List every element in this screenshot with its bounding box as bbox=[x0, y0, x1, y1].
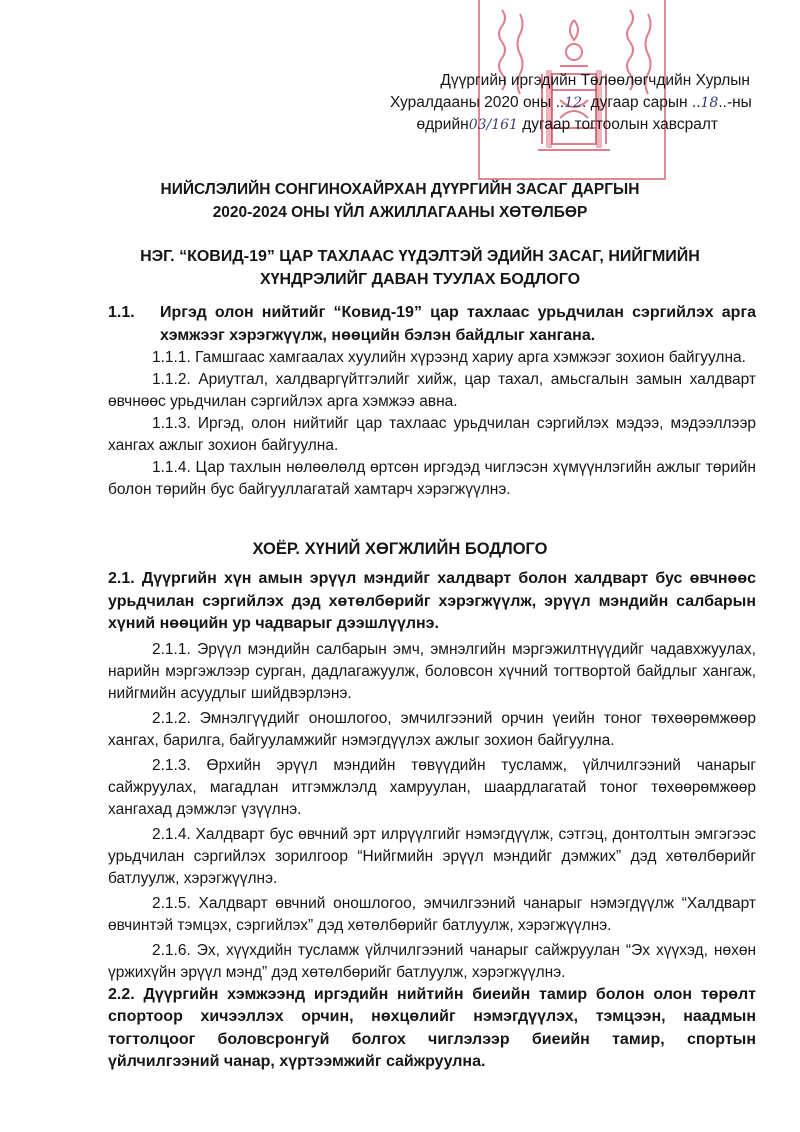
item-2-1-4: 2.1.4. Халдварт бус өвчний эрт илрүүлгийг нэмэгдүүлж, сэтгэц, донтолтын эмгэгээс урьдчилан сэргийлэх зорилгоор “Нийгмийн эрүүл мэндийг дэмжих” дэд хөтөлбөрийг батлуулж, хэрэгжүүлнэ. bbox=[108, 825, 756, 887]
heading-2-2: 2.2. Дүүргийн хэмжээнд иргэдийн нийтийн биеийн тамир болон олон төрөлт спортоор хичээллэх орчин, нөхцөлийг нэмэгдүүлэх, тэмцээн, наадмын тогтолцоог боловсронгуй болгох чиглэлээр биеийн тамир, спортын үйлчилгээний чанар, хүртээмжийг сайжруулна. bbox=[108, 985, 756, 1070]
approval-note-line-1: Дүүргийн иргэдийн Төлөөлөгчдийн Хурлын bbox=[440, 72, 750, 89]
note-text: . дугаар сарын .. bbox=[582, 94, 701, 111]
section-2-body bbox=[108, 568, 756, 1074]
heading-1-1-text: Иргэд олон нийтийг “Ковид-19” цар тахлаас урьдчилан сэргийлэх арга хэмжээг хэрэгжүүлж, нөөцийн бэлэн байдлыг хангана. bbox=[160, 304, 756, 344]
note-text: өдрийн bbox=[416, 116, 469, 133]
item-1-1-4: 1.1.4. Цар тахлын нөлөөлөлд өртсөн иргэдэд чиглэсэн хүмүүнлэгийн ажлыг төрийн болон төрийн бус байгууллагатай хамтарч хэрэгжүүлнэ. bbox=[108, 459, 756, 498]
item-2-1-5: 2.1.5. Халдварт өвчний оношлогоо, эмчилгээний чанарыг нэмэгдүүлж “Халдварт өвчинтэй тэмцэх, сэргийлэх” дэд хөтөлбөрийг батлуулж, хэрэгжүүлнэ. bbox=[108, 894, 756, 934]
section-1-title bbox=[120, 245, 720, 291]
section-1-title-line-1: НЭГ. “КОВИД-19” ЦАР ТАХЛААС ҮҮДЭЛТЭЙ ЭДИЙН ЗАСАГ, НИЙГМИЙН bbox=[140, 248, 700, 265]
handwritten-number: 03/161 bbox=[468, 117, 518, 133]
item-2-1-1: 2.1.1. Эрүүл мэндийн салбарын эмч, эмнэлгийн мэргэжилтнүүдийг чадавхжуулах, нарийн мэргэжлээр сурган, дадлагажуулж, боловсон хүчний тогтвортой байдлыг хангаж, нийгмийн асуудлыг шийдвэрлэнэ. bbox=[108, 640, 756, 702]
title-line-1: НИЙСЛЭЛИЙН СОНГИНОХАЙРХАН ДҮҮРГИЙН ЗАСАГ ДАРГЫН bbox=[160, 181, 640, 198]
item-2-1-2: 2.1.2. Эмнэлгүүдийг оношлогоо, эмчилгээний орчин үеийн тоног төхөөрөмжөөр хангах, барилга, байгууламжийг нэмэгдүүлэх ажлыг зохион байгуулна. bbox=[108, 709, 756, 749]
section-2-title: ХОЁР. ХҮНИЙ ХӨГЖЛИЙН БОДЛОГО bbox=[252, 540, 548, 558]
handwritten-day: 18 bbox=[700, 95, 719, 111]
note-text: Хуралдааны 2020 оны .. bbox=[390, 94, 565, 111]
item-2-1-6: 2.1.6. Эх, хүүхдийн тусламж үйлчилгээний чанарыг сайжруулан “Эх хүүхэд, нөхөн үржихүйн эрүүл мэнд” дэд хөтөлбөрийг батлуулж, хэрэгжүүлнэ. bbox=[108, 941, 756, 981]
section-1-title-line-2: ХҮНДРЭЛИЙГ ДАВАН ТУУЛАХ БОДЛОГО bbox=[259, 271, 581, 288]
heading-1-1-number: 1.1. bbox=[108, 304, 135, 321]
heading-1-1 bbox=[108, 302, 756, 347]
approval-note-line-2 bbox=[390, 92, 750, 114]
item-1-1-3: 1.1.3. Иргэд, олон нийтийг цар тахлаас урьдчилан сэргийлэх мэдээ, мэдээллээр хангах ажлыг зохион байгуулна. bbox=[108, 415, 756, 454]
title-line-2: 2020-2024 ОНЫ ҮЙЛ АЖИЛЛАГААНЫ ХӨТӨЛБӨР bbox=[212, 204, 588, 221]
note-text: дугаар тогтоолын хавсралт bbox=[517, 116, 718, 133]
heading-2-1: 2.1. Дүүргийн хүн амын эрүүл мэндийг халдварт болон халдварт бус өвчнөөс урьдчилан сэргийлэх дэд хөтөлбөрийг хэрэгжүүлж, эрүүл мэндийн салбарын хүний нөөцийн ур чадварыг дээшлүүлнэ. bbox=[108, 570, 756, 632]
item-1-1-1: 1.1.1. Гамшгаас хамгаалах хуулийн хүрээнд хариу арга хэмжээг зохион байгуулна. bbox=[152, 349, 746, 366]
approval-note-line-3 bbox=[390, 114, 750, 136]
note-text: ..-ны bbox=[718, 94, 752, 111]
section-1-body bbox=[108, 302, 756, 501]
handwritten-month: 12 bbox=[564, 95, 583, 111]
approval-note bbox=[390, 70, 790, 136]
document-title bbox=[0, 178, 800, 224]
item-1-1-2: 1.1.2. Ариутгал, халдваргүйтгэлийг хийж, цар тахал, амьсгалын замын халдварт өвчнөөс урьдчилан сэргийлэх арга хэмжээ авна. bbox=[108, 371, 756, 410]
item-2-1-3: 2.1.3. Өрхийн эрүүл мэндийн төвүүдийн тусламж, үйлчилгээний чанарыг сайжруулах, магадлан итгэмжлэлд хамруулан, шаардлагатай тоног төхөөрөмжөөр хангахад дэмжлэг үзүүлнэ. bbox=[108, 756, 756, 818]
